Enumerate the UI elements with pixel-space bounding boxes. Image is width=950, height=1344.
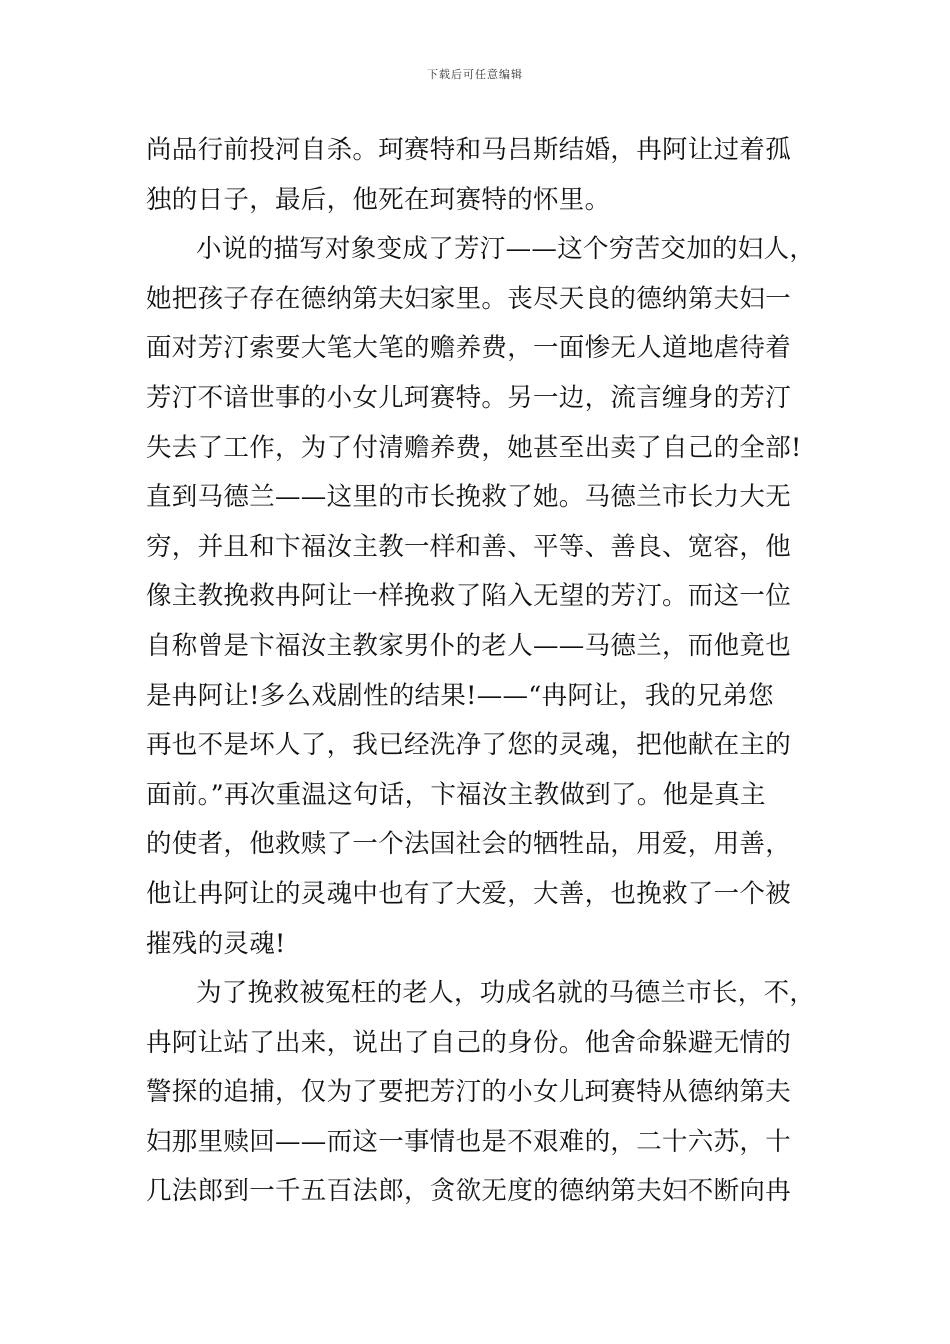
- text-line: 芳汀不谙世事的小女儿珂赛特。另一边，流言缠身的芳汀: [146, 382, 792, 413]
- header-text: 下载后可任意编辑: [427, 68, 523, 81]
- text-line: 她把孩子存在德纳第夫妇家里。丧尽天良的德纳第夫妇一: [146, 283, 792, 314]
- text-line: 几法郎到一千五百法郎，贪欲无度的德纳第夫妇不断向冉: [146, 1176, 792, 1207]
- text-line: 自称曾是卞福汝主教家男仆的老人——马德兰，而他竟也: [146, 630, 792, 661]
- text-line: 摧残的灵魂!: [146, 928, 286, 959]
- text-line: 独的日子，最后，他死在珂赛特的怀里。: [146, 184, 611, 215]
- paragraph-3: [146, 969, 826, 1217]
- text-line: 冉阿让站了出来，说出了自己的身份。他舍命躲避无情的: [146, 1027, 792, 1058]
- text-line: 失去了工作，为了付清赡养费，她甚至出卖了自己的全部!: [146, 432, 802, 463]
- text-line: 小说的描写对象变成了芳汀——这个穷苦交加的妇人，: [196, 234, 816, 265]
- text-line: 尚品行前投河自杀。珂赛特和马吕斯结婚，冉阿让过着孤: [146, 135, 792, 165]
- text-line: 他让冉阿让的灵魂中也有了大爱，大善，也挽救了一个被: [146, 878, 792, 909]
- text-line: 的使者，他救赎了一个法国社会的牺牲品，用爱，用善，: [146, 829, 792, 860]
- text-line: 穷，并且和卞福汝主教一样和善、平等、善良、宽容，他: [146, 531, 792, 562]
- text-line: 直到马德兰——这里的市长挽救了她。马德兰市长力大无: [146, 482, 792, 513]
- page-header: [0, 66, 950, 82]
- text-line: 面前。”再次重温这句话，卞福汝主教做到了。他是真主: [146, 779, 766, 810]
- text-line: 像主教挽救冉阿让一样挽救了陷入无望的芳汀。而这一位: [146, 581, 792, 612]
- document-body: [146, 126, 826, 1217]
- text-line: 为了挽救被冤枉的老人，功成名就的马德兰市长，不，: [196, 978, 816, 1009]
- text-line: 再也不是坏人了，我已经洗净了您的灵魂，把他献在主的: [146, 730, 792, 761]
- paragraph-2: [146, 225, 826, 969]
- paragraph-1: [146, 126, 826, 225]
- text-line: 警探的追捕，仅为了要把芳汀的小女儿珂赛特从德纳第夫: [146, 1077, 792, 1108]
- text-line: 是冉阿让!多么戏剧性的结果!——“冉阿让，我的兄弟您: [146, 680, 774, 711]
- text-line: 妇那里赎回——而这一事情也是不艰难的，二十六苏，十: [146, 1126, 792, 1157]
- text-line: 面对芳汀索要大笔大笔的赡养费，一面惨无人道地虐待着: [146, 333, 792, 364]
